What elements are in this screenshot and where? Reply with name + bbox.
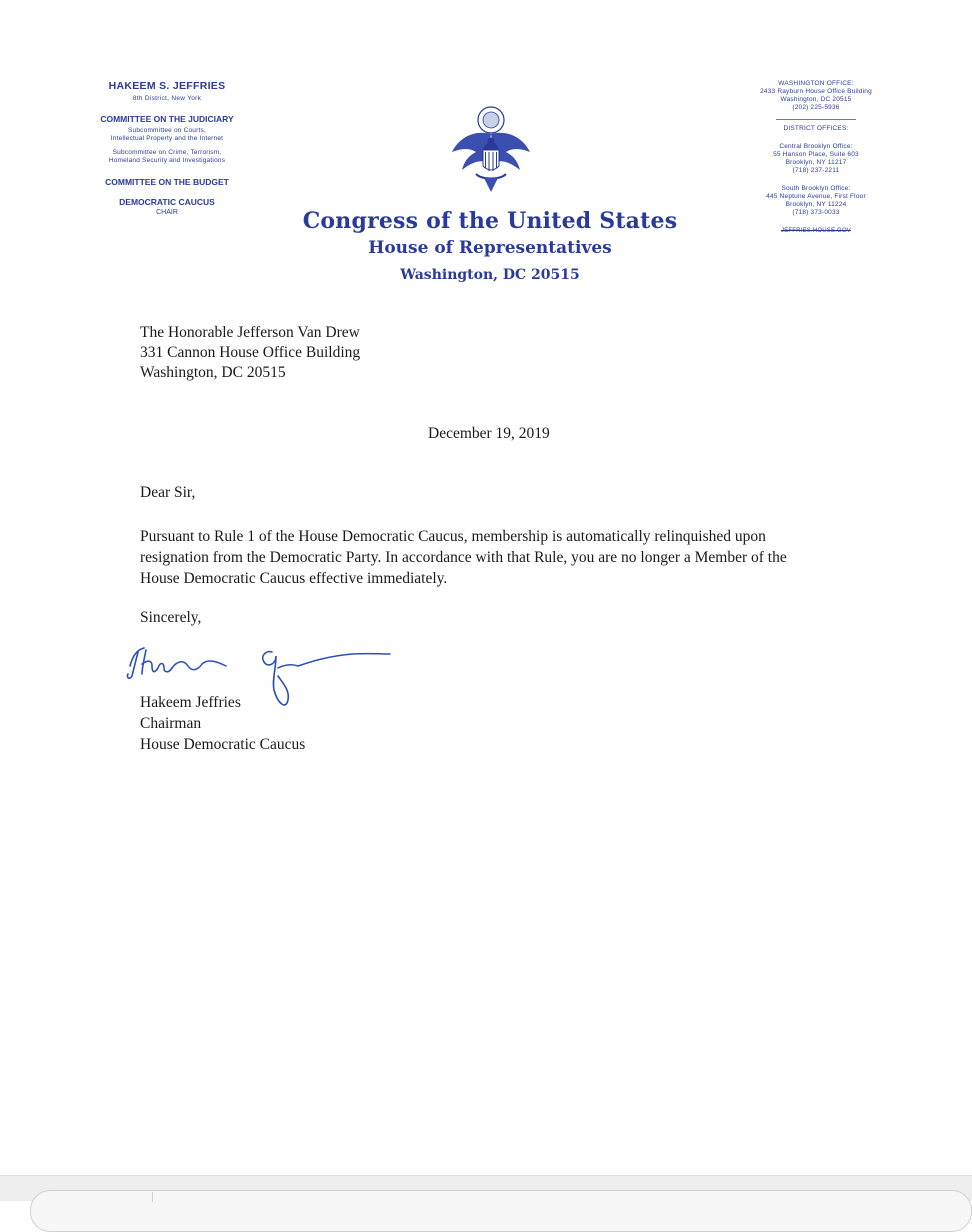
caucus-role: CHAIR xyxy=(156,209,178,216)
subcommittee-courts xyxy=(62,127,272,143)
addressee-line3: Washington, DC 20515 xyxy=(140,364,286,381)
header-divider xyxy=(776,119,856,120)
south-office-phone: (718) 373-0033 xyxy=(792,209,840,216)
south-office-line2: Brooklyn, NY 11224 xyxy=(785,201,847,208)
district-offices-heading: DISTRICT OFFICES: xyxy=(783,125,849,132)
body-line2: resignation from the Democratic Party. In accordance with that Rule, you are no longer a Member of the xyxy=(140,549,787,566)
eagle-seal-icon xyxy=(446,100,536,200)
congress-letterhead xyxy=(300,208,680,283)
bottom-toolbar xyxy=(0,1175,972,1201)
subcommittee-courts-line1: Subcommittee on Courts, xyxy=(128,127,206,134)
signer-org: House Democratic Caucus xyxy=(140,736,306,753)
signer-block xyxy=(140,692,305,755)
member-district: 8th District, New York xyxy=(132,95,202,102)
letterhead-house: House of Representatives xyxy=(368,238,612,258)
letter-date: December 19, 2019 xyxy=(428,425,550,442)
right-header xyxy=(716,80,916,235)
central-office-heading: Central Brooklyn Office: xyxy=(779,143,853,150)
washington-office-phone: (202) 225-5936 xyxy=(792,104,840,111)
letterhead-city: Washington, DC 20515 xyxy=(400,267,580,283)
subcommittee-courts-line2: Intellectual Property and the Internet xyxy=(110,135,224,142)
closing: Sincerely, xyxy=(140,609,202,626)
central-office-phone: (718) 237-2211 xyxy=(792,167,840,174)
reply-input-pill[interactable] xyxy=(30,1190,972,1232)
central-office-line2: Brooklyn, NY 11217 xyxy=(785,159,847,166)
washington-office-line1: 2433 Rayburn House Office Building xyxy=(760,88,872,95)
addressee-line1: The Honorable Jefferson Van Drew xyxy=(140,324,360,341)
signer-name: Hakeem Jeffries xyxy=(140,694,241,711)
salutation: Dear Sir, xyxy=(140,484,196,501)
addressee-block xyxy=(140,323,360,383)
toolbar-divider xyxy=(152,1192,153,1202)
signer-title: Chairman xyxy=(140,715,202,732)
member-name: HAKEEM S. JEFFRIES xyxy=(108,80,226,92)
south-office-line1: 445 Neptune Avenue, First Floor xyxy=(766,193,866,200)
washington-office-heading: WASHINGTON OFFICE: xyxy=(778,80,854,87)
subcommittee-crime xyxy=(62,149,272,165)
letter-body xyxy=(140,526,860,589)
washington-office-line2: Washington, DC 20515 xyxy=(780,96,852,103)
body-line3: House Democratic Caucus effective immediately. xyxy=(140,570,448,587)
subcommittee-crime-line1: Subcommittee on Crime, Terrorism, xyxy=(112,149,222,156)
left-header xyxy=(62,80,272,216)
central-office-line1: 55 Hanson Place, Suite 603 xyxy=(773,151,859,158)
committee-budget: COMMITTEE ON THE BUDGET xyxy=(105,177,229,187)
letterhead-congress: Congress of the United States xyxy=(302,208,678,234)
democratic-caucus: DEMOCRATIC CAUCUS xyxy=(119,197,215,207)
body-line1: Pursuant to Rule 1 of the House Democratic Caucus, membership is automatically relinquished upon xyxy=(140,528,766,545)
addressee-line2: 331 Cannon House Office Building xyxy=(140,344,361,361)
website: JEFFRIES.HOUSE.GOV xyxy=(781,228,851,234)
south-office-heading: South Brooklyn Office: xyxy=(781,185,851,192)
subcommittee-crime-line2: Homeland Security and Investigations xyxy=(108,157,226,164)
committee-judiciary: COMMITTEE ON THE JUDICIARY xyxy=(100,114,234,124)
